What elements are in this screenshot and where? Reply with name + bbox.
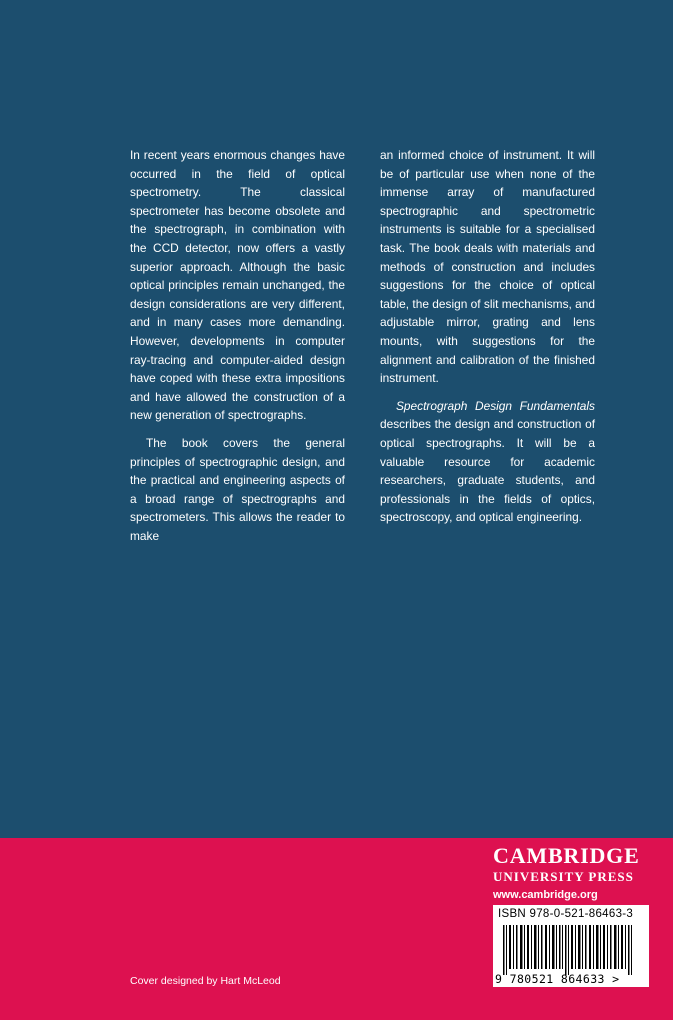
blurb-paragraph-4-text: describes the design and construction of optical spectrographs. It will be a valuable resource for academic researchers, graduate students, and professionals in the fields of optics, spectroscopy, and optical engineering. — [380, 417, 595, 525]
blurb-paragraph-1: In recent years enormous changes have occurred in the field of optical spectrometry. The classical spectrometer has become obsolete and the spectrograph, in combination with the CCD detector, now offers a vastly superior approach. Although the basic optical principles remain unchanged, the design considerations are very different, and in many cases more demanding. However, developments in computer ray-tracing and computer-aided design have coped with these extra impositions and have allowed the construction of a new generation of spectrographs. — [130, 148, 345, 423]
cover-credit: Cover designed by Hart McLeod — [130, 975, 281, 987]
book-title: Spectrograph Design Fundamentals — [396, 398, 595, 413]
barcode-digits: 9 780521 864633 > — [495, 972, 620, 986]
publisher-url: www.cambridge.org — [493, 889, 598, 901]
publisher-name: CAMBRIDGE — [493, 843, 640, 868]
blurb-paragraph-4 — [380, 397, 595, 527]
publisher-subname: UNIVERSITY PRESS — [493, 869, 634, 884]
blurb-paragraph-2: The book covers the general principles of spectrographic design, and the practical and engineering aspects of a broad range of spectrographs and spectrometers. This allows the reader to make — [130, 435, 345, 543]
blurb-column-left — [130, 146, 345, 554]
isbn-label: ISBN 978-0-521-86463-3 — [498, 908, 634, 920]
blurb-column-right — [380, 146, 595, 536]
barcode-panel — [493, 905, 649, 987]
blurb-paragraph-3: an informed choice of instrument. It will be of particular use when none of the immense array of manufactured spectrographic and spectrometric instruments is suitable for a specialised task. The book deals with materials and methods of construction and includes suggestions for the choice of optical table, the design of slit mechanisms, and adjustable mirror, grating and lens mounts, with suggestions for the alignment and calibration of the finished instrument. — [380, 148, 595, 386]
publisher-logo — [493, 843, 653, 903]
